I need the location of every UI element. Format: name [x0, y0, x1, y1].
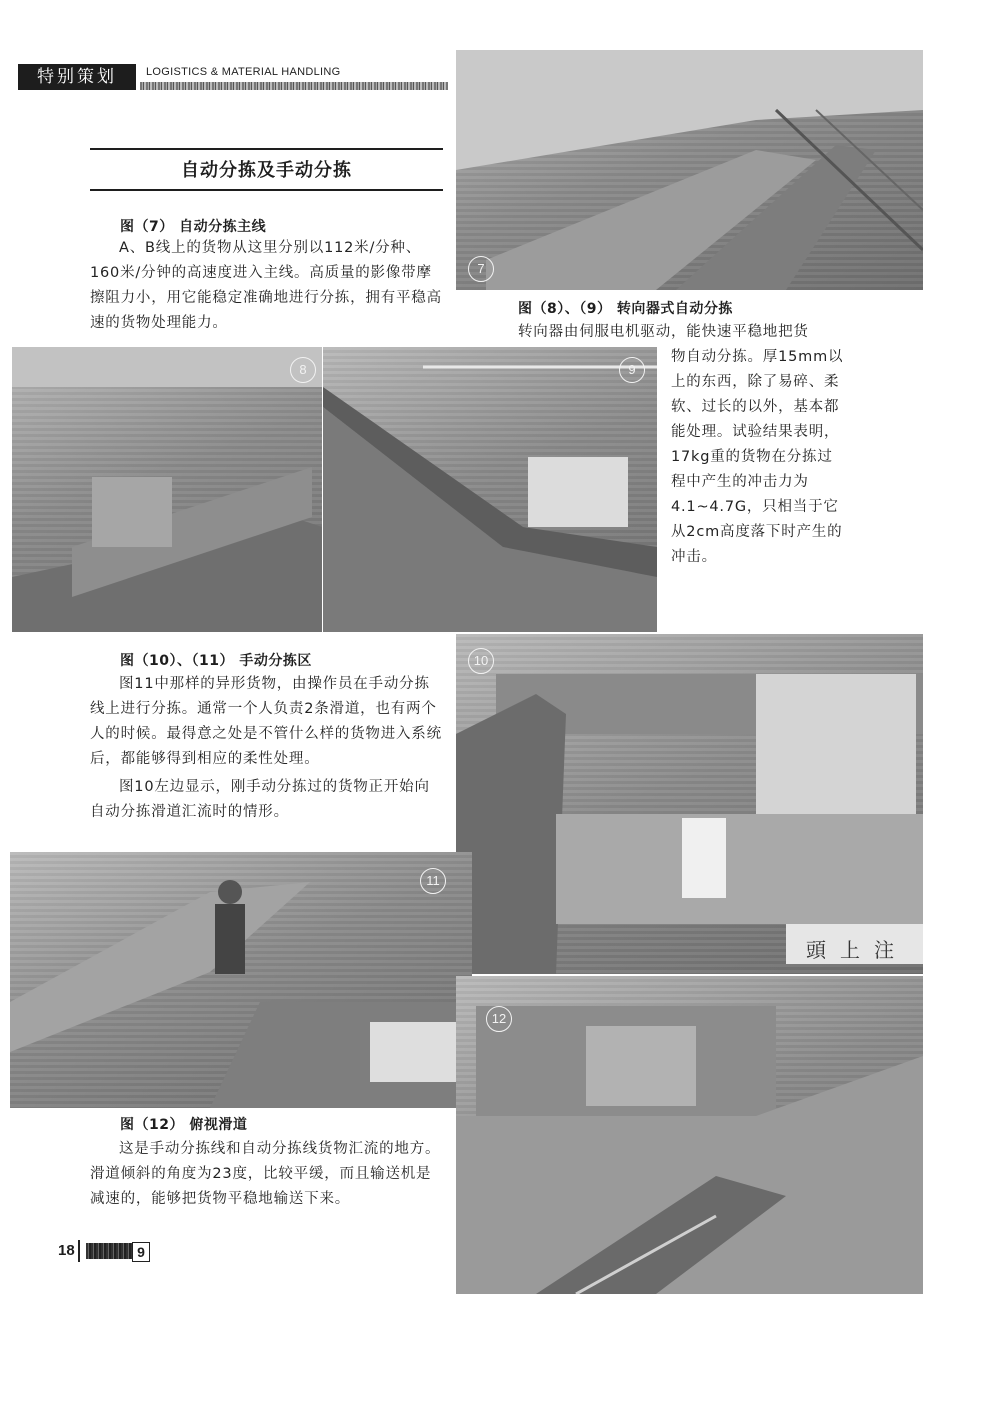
fig1011-p1: 图11中那样的异形货物，由操作员在手动分拣线上进行分拣。通常一个人负责2条滑道，也有两个人的时候。最得意之处是不管什么样的货物进入系统后，都能够得到相应的柔性处理。	[90, 676, 442, 767]
section-rule-bottom	[90, 189, 443, 191]
photo-fig8	[12, 347, 322, 632]
photo-number-11: 11	[420, 868, 446, 894]
photo-fig10	[456, 634, 923, 974]
fig7-caption: 图（7） 自动分拣主线	[120, 219, 267, 235]
photo-fig7	[456, 50, 923, 290]
fig7-body: A、B线上的货物从这里分别以112米/分种、160米/分钟的高速度进入主线。高质量的影像带摩擦阻力小，用它能稳定准确地进行分拣，拥有平稳高速的货物处理能力。	[90, 240, 442, 331]
footer-pattern-bar	[86, 1243, 132, 1259]
photo-fig12-scene	[456, 976, 923, 1294]
photo-number-7: 7	[468, 256, 494, 282]
footer-divider	[78, 1240, 80, 1262]
fig89-lead: 转向器由伺服电机驱动，能快速平稳地把货	[518, 324, 809, 340]
fig12-caption: 图（12） 俯视滑道	[120, 1117, 248, 1133]
section-rule-top	[90, 148, 443, 150]
fig12-body: 这是手动分拣线和自动分拣线货物汇流的地方。滑道倾斜的角度为23度，比较平缓，而且输送机是减速的，能够把货物平稳地输送下来。	[90, 1141, 441, 1207]
photo-number-9: 9	[619, 357, 645, 383]
page-number: 18	[58, 1242, 75, 1259]
photo-fig10-scene	[456, 634, 923, 974]
photo-number-12: 12	[486, 1006, 512, 1032]
photo-number-10: 10	[468, 648, 494, 674]
photo-fig11	[10, 852, 472, 1108]
magazine-name: LOGISTICS & MATERIAL HANDLING	[146, 66, 341, 78]
photo-fig8-scene	[12, 347, 322, 632]
issue-number: 9	[132, 1242, 150, 1262]
photo-fig12	[456, 976, 923, 1294]
photo-fig11-scene	[10, 852, 472, 1108]
header-pattern-bar	[140, 82, 448, 90]
fig1011-p2: 图10左边显示，刚手动分拣过的货物正开始向自动分拣滑道汇流时的情形。	[90, 779, 430, 820]
fig89-body: 物自动分拣。厚15mm以上的东西，除了易碎、柔软、过长的以外，基本都能处理。试验结果表明，17kg重的货物在分拣过程中产生的冲击力为4.1~4.7G，只相当于它从2cm高度落下时产生的冲击。	[671, 349, 844, 565]
photo-fig9	[323, 347, 657, 632]
photo-fig9-scene	[323, 347, 657, 632]
photo-fig7-scene	[456, 50, 923, 290]
fig89-caption: 图（8）、（9） 转向器式自动分拣	[518, 301, 733, 317]
photo-sign-text: 頭上注	[806, 938, 908, 962]
column-label: 特别策划	[18, 64, 136, 90]
section-title: 自动分拣及手动分拣	[181, 160, 352, 181]
fig1011-caption: 图（10）、（11） 手动分拣区	[120, 653, 312, 669]
photo-number-8: 8	[290, 357, 316, 383]
